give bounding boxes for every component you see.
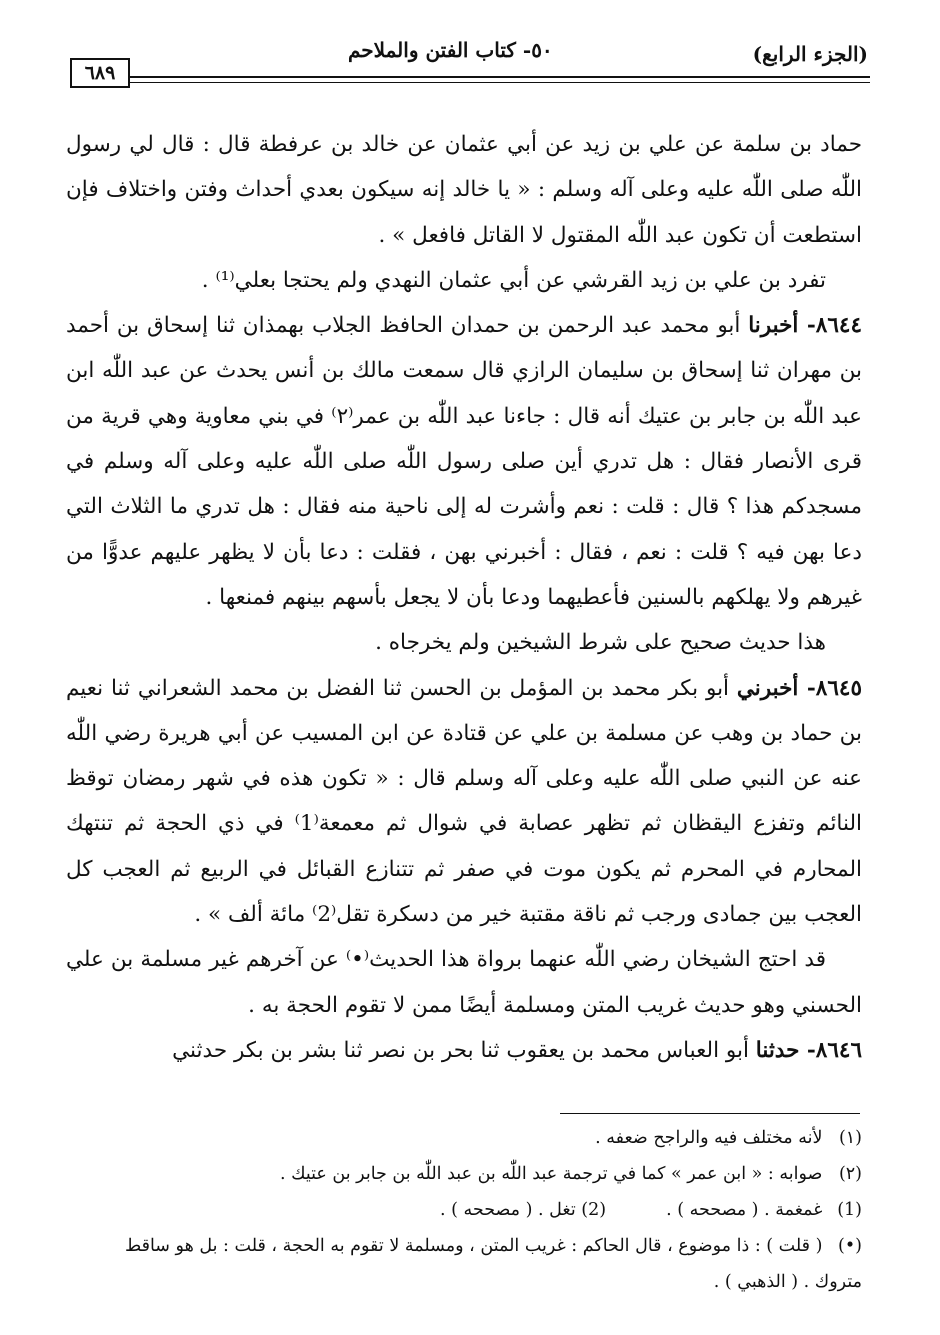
footnote <box>60 1228 862 1264</box>
hadith-8644 <box>66 303 862 620</box>
footnote-mark: (٢) <box>838 1164 862 1184</box>
hadith-text: أبو بكر محمد بن المؤمل بن الحسن ثنا الفضل بن محمد الشعراني ثنا نعيم بن حماد بن وهب عن مسلمة بن علي عن قتادة عن ابن المسيب عن أبي هريرة رضي اللّٰه عنه عن النبي صلى اللّٰه عليه وعلى آله وسلم قال : « تكون هذه في شهر رمضان توقظ النائم وتفزع اليقظان ثم تظهر عصابة في شوال ثم معمعة⁽1⁾ في ذي الحجة ثم تنتهك المحارم في المحرم ثم يكون موت في صفر ثم تتنازع القبائل في الربيع ثم العجب كل العجب بين جمادى ورجب ثم ناقة مقتبة خير من دسكرة تقل⁽2⁾ مائة ألف » . <box>66 675 862 928</box>
footnote <box>60 1120 862 1156</box>
hadith-8645 <box>66 666 862 938</box>
footnote <box>60 1192 862 1228</box>
footnote-mark: (١) <box>838 1128 862 1148</box>
main-text <box>66 122 862 1073</box>
header-rule <box>130 76 870 78</box>
footnote-text: ( قلت ) : ذا موضوع ، قال الحاكم : غريب المتن ، ومسلمة لا تقوم به الحجة ، قلت : بل هو ساقط <box>125 1236 823 1256</box>
paragraph: حماد بن سلمة عن علي بن زيد عن أبي عثمان عن خالد بن عرفطة قال : قال لي رسول اللّٰه صلى اللّٰه عليه وعلى آله وسلم : « يا خالد إنه سيكون بعدي أحداث وفتن واختلاف فإن استطعت أن تكون عبد اللّٰه المقتول لا القاتل فافعل » . <box>66 132 862 248</box>
paragraph: قد احتج الشيخان رضي اللّٰه عنهما برواة هذا الحديث⁽•⁾ عن آخرهم غير مسلمة بن علي الحسني وهو حديث غريب المتن ومسلمة أيضًا ممن لا تقوم الحجة به . <box>66 947 862 1018</box>
footnote-text: صوابه : « ابن عمر » كما في ترجمة عبد اللّٰه بن عبد اللّٰه بن جابر بن عتيك . <box>279 1164 823 1184</box>
footnote-text: تغل . ( مصححه ) . <box>440 1200 576 1220</box>
footnote-mark: (1) <box>837 1200 862 1220</box>
footnote-rule <box>560 1113 860 1114</box>
page-number: ٦٨٩ <box>70 58 130 88</box>
paragraph: تفرد بن علي بن زيد القرشي عن أبي عثمان النهدي ولم يحتجا بعلي⁽¹⁾ . <box>201 267 826 293</box>
footnote-mark: (•) <box>838 1236 862 1256</box>
footnotes <box>60 1120 862 1300</box>
footnote-continuation: متروك . ( الذهبي ) . <box>713 1272 862 1292</box>
paragraph: هذا حديث صحيح على شرط الشيخين ولم يخرجاه . <box>375 630 826 656</box>
hadith-number: ٨٦٤٤- أخبرنا <box>748 313 862 339</box>
hadith-text: أبو محمد عبد الرحمن بن حمدان الحافظ الجلاب بهمذان ثنا إسحاق بن أحمد بن مهران ثنا إسحاق بن سليمان الرازي قال سمعت مالك بن أنس يحدث عن عبد اللّٰه ابن عبد اللّٰه بن جابر بن عتيك أنه قال : جاءنا عبد اللّٰه بن عمر⁽٢⁾ في بني معاوية وهي قرية من قرى الأنصار فقال : هل تدري أين صلى رسول اللّٰه صلى اللّٰه عليه وعلى آله وسلم في مسجدكم هذا ؟ قال : قلت : نعم وأشرت له إلى ناحية منه فقال : هل تدري ما الثلاث التي دعا بهن فيه ؟ قلت : نعم ، فقال : أخبرني بهن ، فقلت : دعا بأن لا يظهر عليهم عدوًّا من غيرهم ولا يهلكهم بالسنين فأعطيهما ودعا بأن لا يجعل بأسهم بينهم فمنعها . <box>66 313 862 610</box>
header-rule-thin <box>130 82 870 83</box>
footnote <box>60 1156 862 1192</box>
volume-label: (الجزء الرابع) <box>752 42 868 66</box>
footnote-mark: (2) <box>581 1200 607 1220</box>
hadith-number: ٨٦٤٦- حدثنا <box>755 1037 862 1063</box>
chapter-title: ٥٠- كتاب الفتن والملاحم <box>348 38 553 62</box>
hadith-number: ٨٦٤٥- أخبرني <box>736 675 862 701</box>
footnote-text: لأنه مختلف فيه والراجح ضعفه . <box>595 1128 823 1148</box>
hadith-8646 <box>66 1028 862 1073</box>
footnote-text: غمغمة . ( مصححه ) . <box>666 1200 823 1220</box>
hadith-text: أبو العباس محمد بن يعقوب ثنا بحر بن نصر ثنا بشر بن بكر حدثني <box>172 1037 756 1063</box>
